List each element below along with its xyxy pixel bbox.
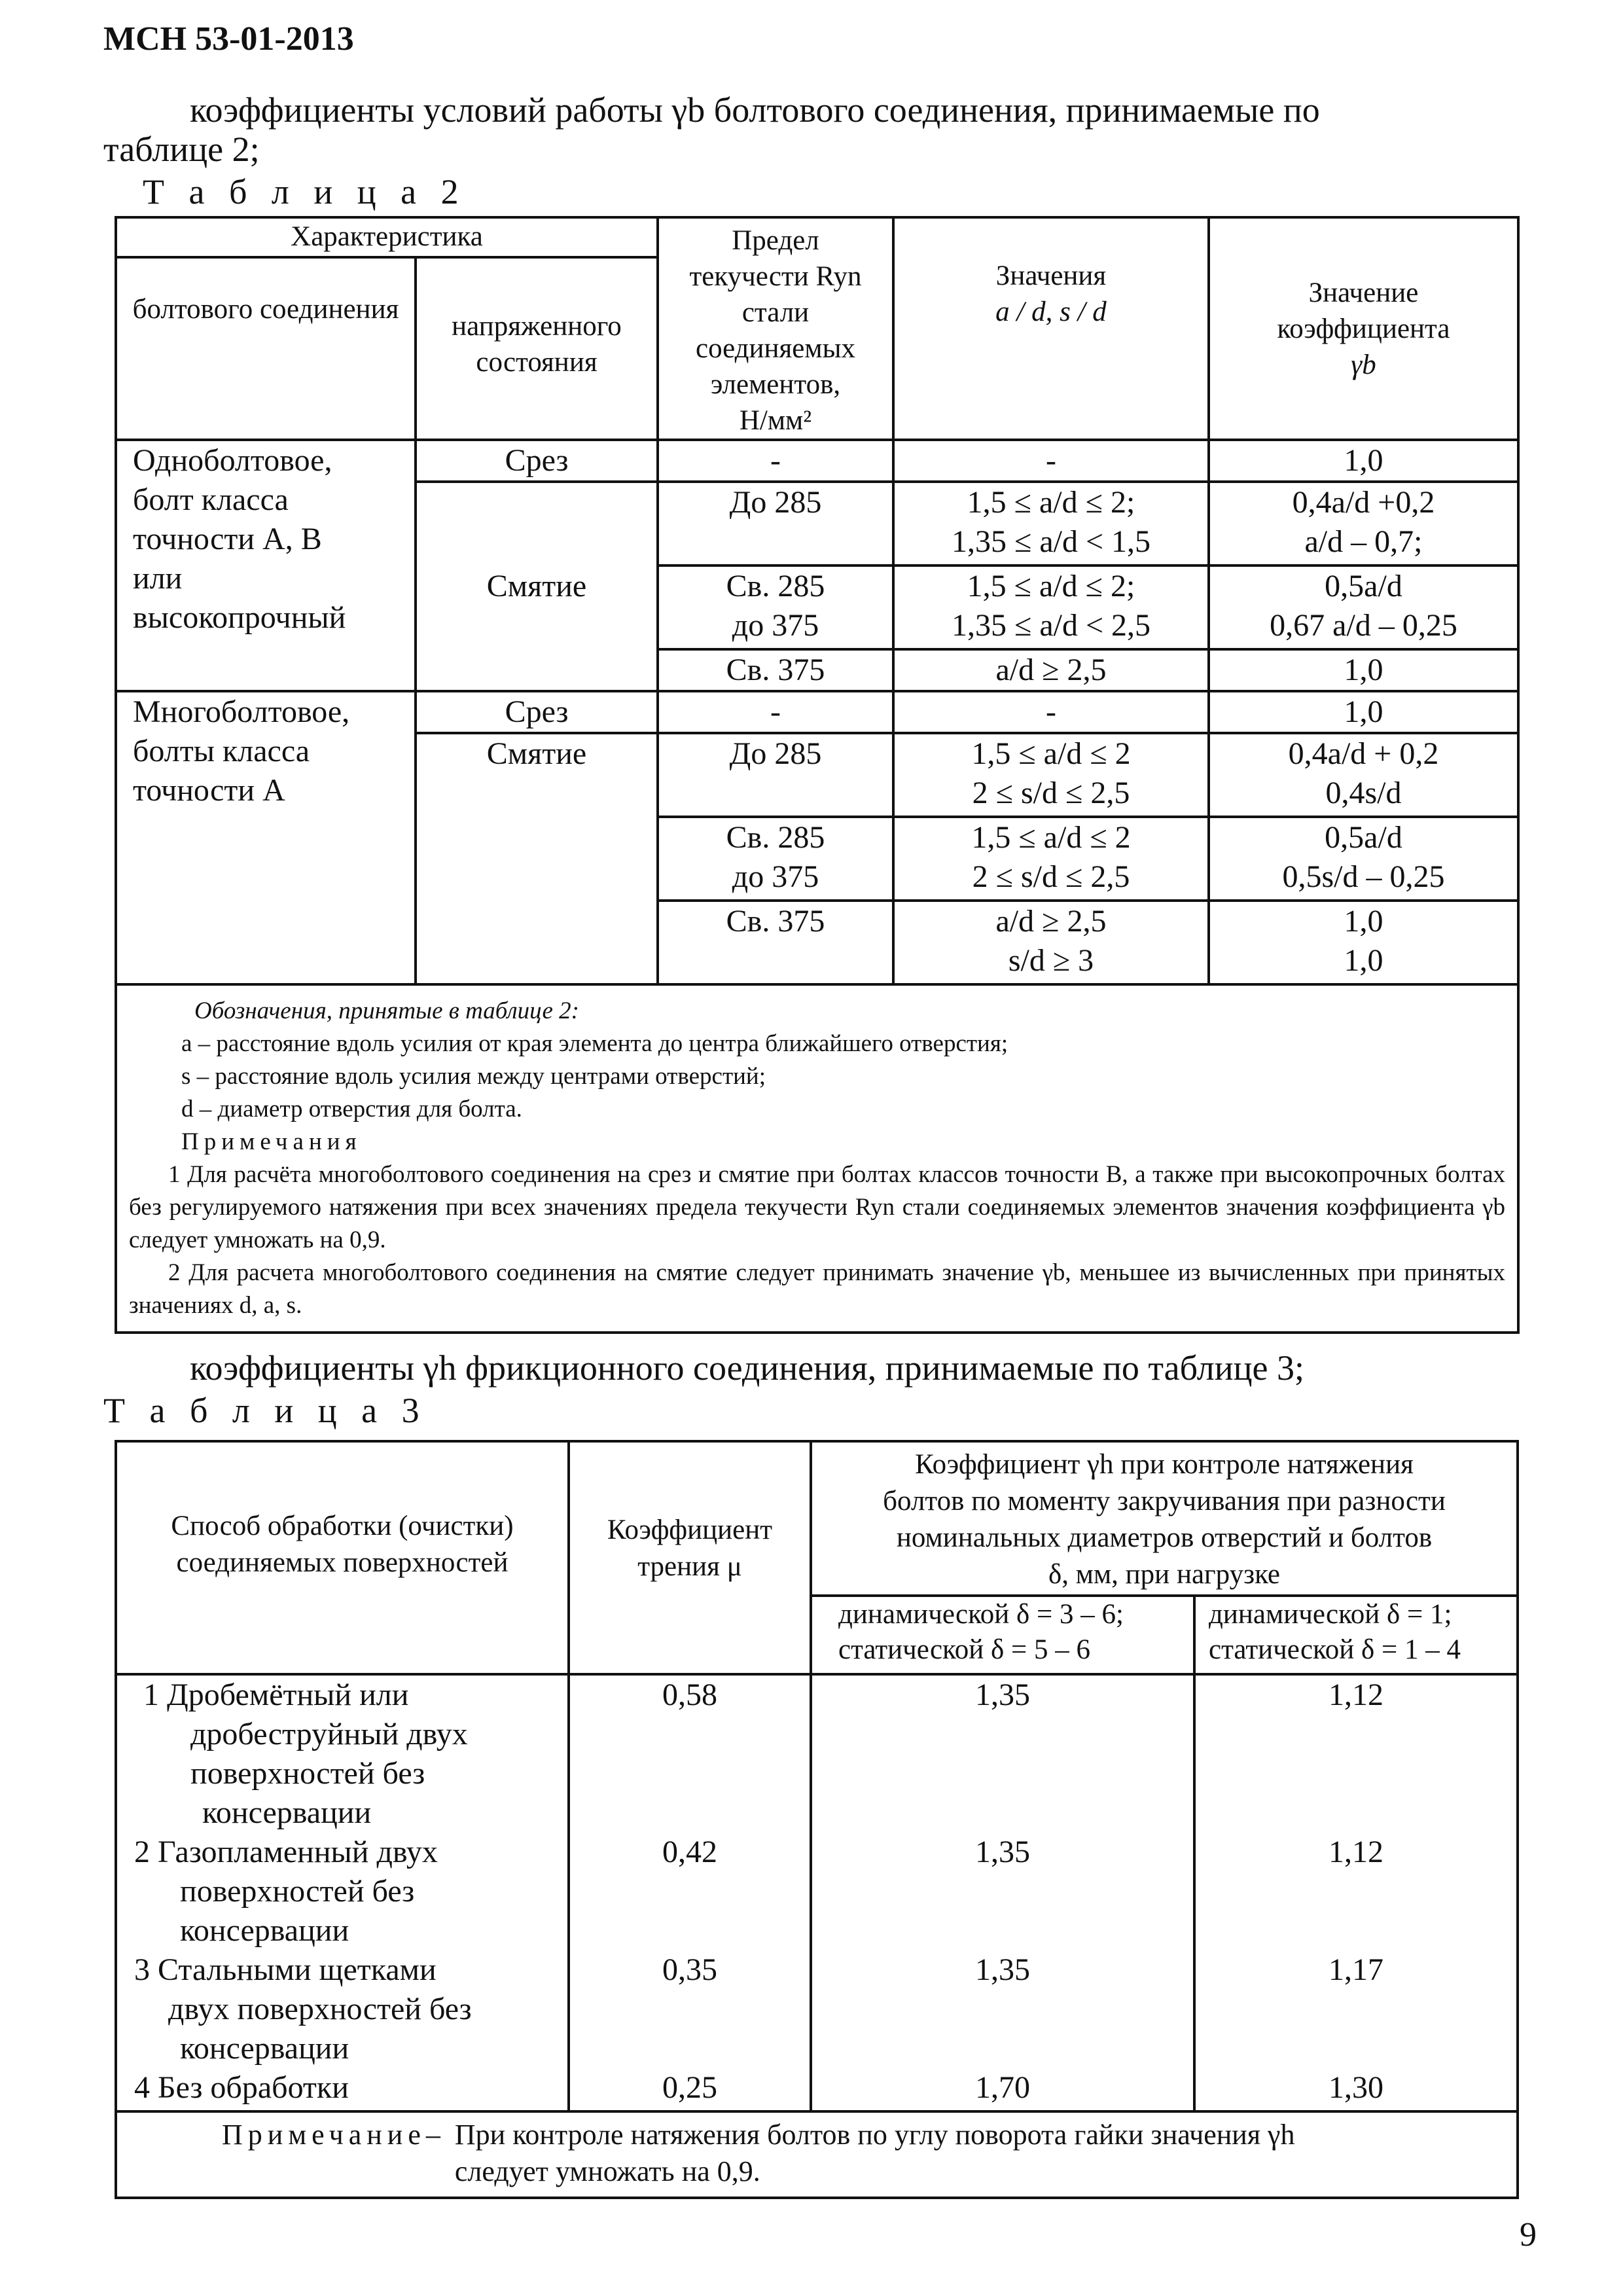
row-2-mu: 0,42: [569, 1833, 811, 1950]
group-1-row-3-coef: 1,0: [1209, 649, 1518, 691]
header-dynamic-1: динамической δ = 1; статической δ = 1 – 4: [1194, 1596, 1518, 1674]
row-3-mu: 0,35: [569, 1950, 811, 2068]
notes-title: Примечания: [181, 1128, 362, 1155]
group-1-row-1-values: 1,5 ≤ a/d ≤ 2; 1,35 ≤ a/d < 1,5: [893, 482, 1209, 565]
group-2-shear-values: -: [893, 691, 1209, 733]
header-values-ad-sd: Значения a / d, s / d: [893, 217, 1209, 440]
header-coefficient-gamma-b: Значение коэффициента γb: [1209, 217, 1518, 440]
group-2-row-1-values: 1,5 ≤ a/d ≤ 2 2 ≤ s/d ≤ 2,5: [893, 733, 1209, 817]
group-1-shear-state: Срез: [416, 440, 658, 482]
group-2-row-3-values: a/d ≥ 2,5 s/d ≥ 3: [893, 901, 1209, 984]
group-2-row-2-coef: 0,5a/d 0,5s/d – 0,25: [1209, 817, 1518, 901]
group-1-row-2-coef: 0,5a/d 0,67 a/d – 0,25: [1209, 565, 1518, 649]
group-1-row-1-yield: До 285: [658, 482, 893, 565]
header-bolted-connection: болтового соединения: [116, 257, 416, 440]
row-4-coef-b: 1,30: [1194, 2068, 1518, 2111]
group-1-row-3-values: a/d ≥ 2,5: [893, 649, 1209, 691]
group-2-row-2-values: 1,5 ≤ a/d ≤ 2 2 ≤ s/d ≤ 2,5: [893, 817, 1209, 901]
group-1-row-3-yield: Св. 375: [658, 649, 893, 691]
group-2-row-1-yield: До 285: [658, 733, 893, 817]
row-2-coef-a: 1,35: [811, 1833, 1194, 1950]
designations-title: Обозначения, принятые в таблице 2:: [194, 997, 580, 1024]
row-4-mu: 0,25: [569, 2068, 811, 2111]
row-3-coef-b: 1,17: [1194, 1950, 1518, 2068]
group-2-shear-yield: -: [658, 691, 893, 733]
table-3-note-label: Примечание–: [222, 2119, 446, 2151]
table-3: [115, 1440, 1519, 2199]
intro-text-line-1: коэффициенты условий работы γb болтового соединения, принимаемые по: [190, 90, 1320, 130]
group-1-row-2-values: 1,5 ≤ a/d ≤ 2; 1,35 ≤ a/d < 2,5: [893, 565, 1209, 649]
designation-s: s – расстояние вдоль усилия между центрами отверстий;: [181, 1063, 766, 1090]
group-1-label: Одноболтовое, болт класса точности А, В или высокопрочный: [116, 440, 416, 691]
group-2-row-3-coef: 1,0 1,0: [1209, 901, 1518, 984]
group-2-label: Многоболтовое, болты класса точности А: [116, 691, 416, 984]
document-code: МСН 53-01-2013: [103, 20, 354, 58]
header-treatment-method: Способ обработки (очистки) соединяемых поверхностей: [116, 1441, 569, 1674]
designation-a: a – расстояние вдоль усилия от края элемента до центра ближайшего отверстия;: [181, 1030, 1008, 1057]
group-1-shear-coef: 1,0: [1209, 440, 1518, 482]
row-2-coef-b: 1,12: [1194, 1833, 1518, 1950]
note-1: 1 Для расчёта многоболтового соединения на срез и смятие при болтах классов точности В, а также при высокопрочных болтах без регулируемого натяжения при всех значениях предела текучести Ryn стали соединяемых элементов значения коэффициента γb следует умножать на 0,9.: [129, 1161, 1505, 1253]
header-characteristic: Характеристика: [116, 217, 658, 257]
table-2: [115, 216, 1520, 1334]
header-yield-strength: Предел текучести Ryn стали соединяемых элементов, Н/мм²: [658, 217, 893, 440]
header-stress-state: напряженного состояния: [416, 257, 658, 440]
group-1-bearing-state: Смятие: [416, 482, 658, 691]
note-2: 2 Для расчета многоболтового соединения на смятие следует принимать значение γb, меньшее из вычисленных при принятых значениях d, a, s.: [129, 1259, 1505, 1319]
group-1-row-2-yield: Св. 285 до 375: [658, 565, 893, 649]
row-3-coef-a: 1,35: [811, 1950, 1194, 2068]
table-3-note-line-2: следует умножать на 0,9.: [454, 2155, 760, 2187]
header-coefficient-gamma-h: Коэффициент γh при контроле натяжения болтов по моменту закручивания при разности номинальных диаметров отверстий и болтов δ, мм, при нагрузке: [811, 1441, 1518, 1596]
intro-2-text: коэффициенты γh фрикционного соединения, принимаемые по таблице 3;: [190, 1348, 1304, 1388]
row-4-coef-a: 1,70: [811, 2068, 1194, 2111]
row-2-method: 2 Газопламенный двух поверхностей без консервации: [116, 1833, 569, 1950]
designation-d: d – диаметр отверстия для болта.: [181, 1096, 522, 1122]
page-number: 9: [1520, 2216, 1537, 2253]
group-1-shear-yield: -: [658, 440, 893, 482]
group-1-shear-values: -: [893, 440, 1209, 482]
group-2-shear-coef: 1,0: [1209, 691, 1518, 733]
table-3-caption: Т а б л и ц а 3: [103, 1391, 427, 1430]
group-2-row-1-coef: 0,4a/d + 0,2 0,4s/d: [1209, 733, 1518, 817]
group-2-bearing-state: Смятие: [416, 733, 658, 984]
row-1-coef-b: 1,12: [1194, 1674, 1518, 1833]
row-1-method: 1 Дробемётный или дробеструйный двух поверхностей без консервации: [116, 1674, 569, 1833]
row-1-coef-a: 1,35: [811, 1674, 1194, 1833]
row-4-method: 4 Без обработки: [116, 2068, 569, 2111]
header-dynamic-3-6: динамической δ = 3 – 6; статической δ = 5 – 6: [811, 1596, 1194, 1674]
group-1-row-1-coef: 0,4a/d +0,2 a/d – 0,7;: [1209, 482, 1518, 565]
group-2-shear-state: Срез: [416, 691, 658, 733]
row-3-method: 3 Стальными щетками двух поверхностей без консервации: [116, 1950, 569, 2068]
row-1-mu: 0,58: [569, 1674, 811, 1833]
table-2-caption: Т а б л и ц а 2: [143, 172, 467, 211]
table-2-notes: [116, 984, 1518, 1333]
header-friction-coefficient: Коэффициент трения μ: [569, 1441, 811, 1674]
table-3-note-line-1: При контроле натяжения болтов по углу поворота гайки значения γh: [454, 2119, 1295, 2151]
table-3-note: [116, 2111, 1518, 2198]
group-2-row-2-yield: Св. 285 до 375: [658, 817, 893, 901]
group-2-row-3-yield: Св. 375: [658, 901, 893, 984]
intro-text-line-2: таблице 2;: [103, 130, 260, 169]
